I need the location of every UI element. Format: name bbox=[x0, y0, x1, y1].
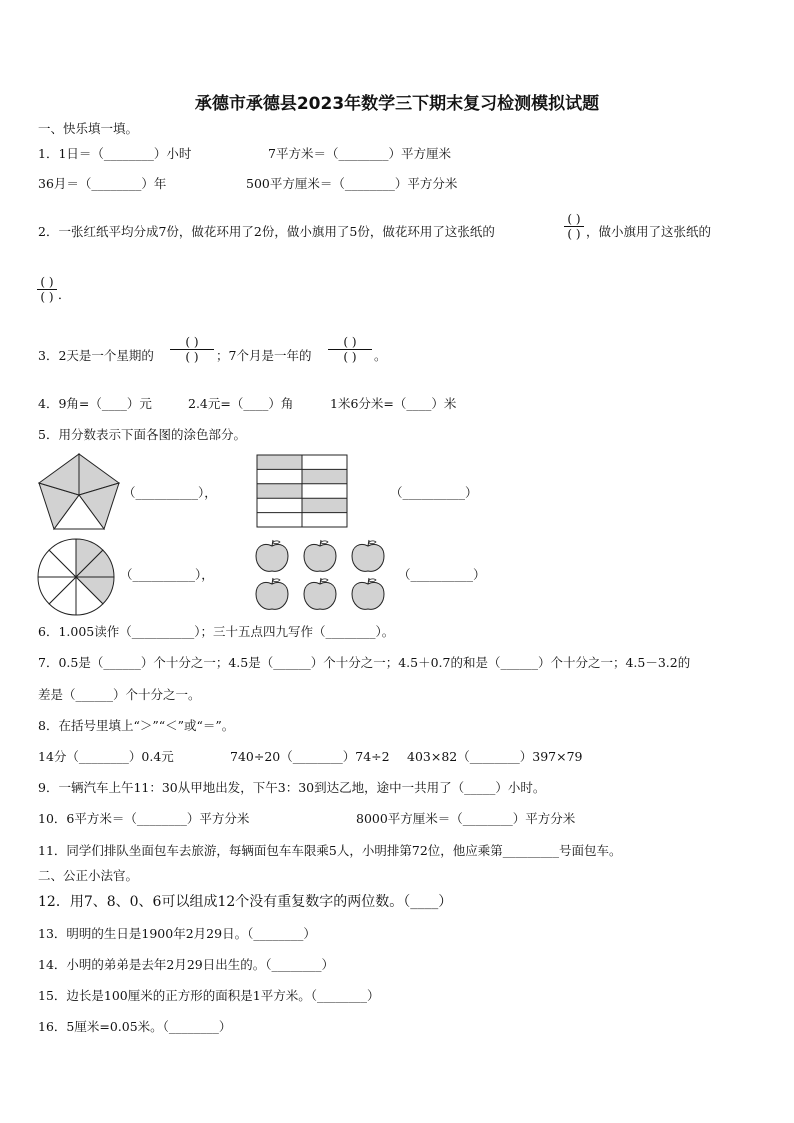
q10-part-a: 10．6平方米＝（________）平方分米 bbox=[38, 811, 250, 826]
q1-part-a: 1．1日＝（________）小时 bbox=[38, 146, 192, 161]
q5-answer-2: （__________） bbox=[390, 485, 478, 500]
q12-text: 12．用7、8、0、6可以组成12个没有重复数字的两位数。（____） bbox=[38, 894, 453, 910]
q11-text: 11．同学们排队坐面包车去旅游，每辆面包车车限乘5人，小明排第72位，他应乘第_________号面包车。 bbox=[38, 843, 622, 858]
q2-text-a: 2．一张红纸平均分成7份，做花环用了2份，做小旗用了5份，做花环用了这张纸的 bbox=[38, 224, 495, 239]
page-title: 承德市承德县2023年数学三下期末复习检测模拟试题 bbox=[194, 94, 600, 114]
q8-part-c: 403×82（________）397×79 bbox=[407, 749, 583, 764]
circle-figure bbox=[36, 537, 116, 617]
section-2-heading: 二、公正小法官。 bbox=[38, 868, 139, 883]
pentagon-figure bbox=[36, 452, 122, 532]
q16-text: 16．5厘米=0.05米。（________） bbox=[38, 1019, 232, 1034]
q2-text-b: ，做小旗用了这张纸的 bbox=[586, 224, 712, 239]
q3-fraction-1: ( ) ( ) bbox=[170, 335, 214, 364]
q4-part-a: 4．9角=（____）元 bbox=[38, 396, 152, 411]
apples-figure bbox=[252, 538, 388, 612]
q5-answer-3: （__________）， bbox=[120, 567, 214, 582]
q2-fraction-2: ( ) ( ) bbox=[37, 275, 57, 304]
q15-text: 15．边长是100厘米的正方形的面积是1平方米。（________） bbox=[38, 988, 380, 1003]
q5-answer-4: （__________） bbox=[398, 567, 486, 582]
q7-text-line1: 7．0.5是（______）个十分之一；4.5是（______）个十分之一；4.5＋0.7的和是（______）个十分之一；4.5－3.2的 bbox=[38, 655, 691, 670]
q10-part-b: 8000平方厘米＝（________）平方分米 bbox=[356, 811, 576, 826]
q3-text-b: ；7个月是一年的 bbox=[216, 348, 312, 363]
q13-text: 13．明明的生日是1900年2月29日。（________） bbox=[38, 926, 316, 941]
q1-part-d: 500平方厘米＝（________）平方分米 bbox=[246, 176, 458, 191]
q2-text-c: ． bbox=[58, 287, 71, 302]
q14-text: 14．小明的弟弟是去年2月29日出生的。（________） bbox=[38, 957, 335, 972]
q2-fraction-1: ( ) ( ) bbox=[564, 212, 584, 241]
section-1-heading: 一、快乐填一填。 bbox=[38, 121, 139, 136]
q9-text: 9．一辆汽车上午11：30从甲地出发，下午3：30到达乙地，途中一共用了（_____）小时。 bbox=[38, 780, 546, 795]
q5-answer-1: （__________）， bbox=[123, 485, 217, 500]
q1-part-b: 7平方米＝（________）平方厘米 bbox=[268, 146, 451, 161]
q6-text: 6．1.005读作（__________）；三十五点四九写作（________）。 bbox=[38, 624, 395, 639]
q8-part-b: 740÷20（________）74÷2 bbox=[230, 749, 390, 764]
q1-part-c: 36月＝（________）年 bbox=[38, 176, 167, 191]
q7-text-line2: 差是（______）个十分之一。 bbox=[38, 687, 201, 702]
q3-text-a: 3．2天是一个星期的 bbox=[38, 348, 154, 363]
q8-text: 8．在括号里填上“＞”“＜”或“＝”。 bbox=[38, 718, 235, 733]
q3-text-c: 。 bbox=[374, 348, 387, 363]
q8-part-a: 14分（________）0.4元 bbox=[38, 749, 174, 764]
q3-fraction-2: ( ) ( ) bbox=[328, 335, 372, 364]
q5-text: 5．用分数表示下面各图的涂色部分。 bbox=[38, 427, 246, 442]
q4-part-c: 1米6分米=（____）米 bbox=[330, 396, 457, 411]
grid-figure bbox=[256, 454, 348, 528]
q4-part-b: 2.4元=（____）角 bbox=[188, 396, 294, 411]
